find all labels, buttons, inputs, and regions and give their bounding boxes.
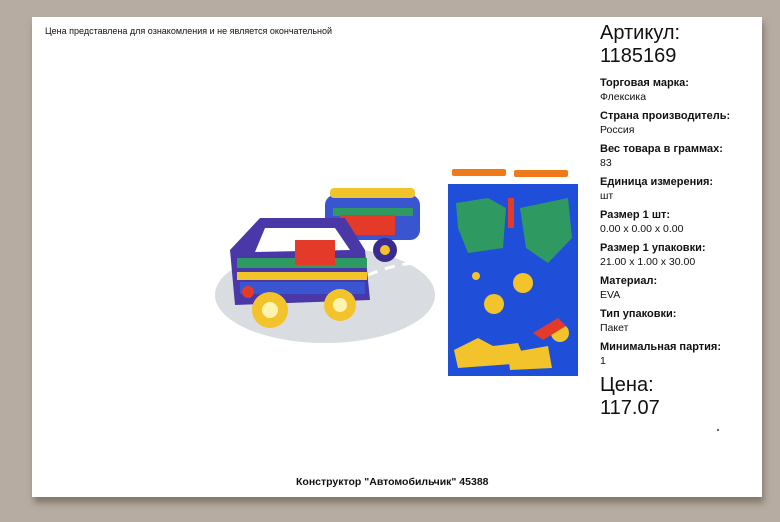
- spec-label: Материал:: [600, 275, 658, 287]
- spec-material: [600, 274, 770, 307]
- spec-item-size: [600, 208, 770, 241]
- spec-value: шт: [600, 190, 614, 202]
- price-disclaimer: Цена представлена для ознакомления и не является окончательной: [45, 26, 333, 36]
- spec-value: 21.00 x 1.00 x 30.00: [600, 256, 696, 268]
- article-value: 1185169: [600, 45, 677, 67]
- price-value: 117.07: [600, 397, 660, 419]
- spec-label: Минимальная партия:: [600, 341, 721, 353]
- stray-dot: [717, 429, 719, 431]
- spec-list: [600, 76, 770, 373]
- spec-value: EVA: [600, 289, 621, 301]
- spec-value: Россия: [600, 124, 635, 136]
- product-photo-cars: [215, 180, 440, 350]
- spec-value: 0.00 x 0.00 x 0.00: [600, 223, 684, 235]
- spec-package-size: [600, 241, 770, 274]
- article-label: Артикул:: [600, 22, 681, 44]
- spec-package-type: [600, 307, 770, 340]
- spec-label: Страна производитель:: [600, 110, 731, 122]
- spec-label: Тип упаковки:: [600, 308, 677, 320]
- spec-label: Вес товара в граммах:: [600, 143, 723, 155]
- spec-label: Единица измерения:: [600, 176, 714, 188]
- spec-value: Пакет: [600, 322, 629, 334]
- spec-label: Торговая марка:: [600, 77, 689, 89]
- spec-label: Размер 1 шт:: [600, 209, 671, 221]
- spec-label: Размер 1 упаковки:: [600, 242, 706, 254]
- spec-weight: [600, 142, 770, 175]
- price-label: Цена:: [600, 374, 654, 396]
- spec-brand: [600, 76, 770, 109]
- spec-min-order: [600, 340, 770, 373]
- spec-unit: [600, 175, 770, 208]
- spec-value: Флексика: [600, 91, 647, 103]
- spec-value: 83: [600, 157, 612, 169]
- spec-value: 1: [600, 355, 606, 367]
- spec-country: [600, 109, 770, 142]
- product-title: Конструктор "Автомобильчик" 45388: [296, 476, 489, 488]
- product-photo-sheet: [448, 168, 580, 378]
